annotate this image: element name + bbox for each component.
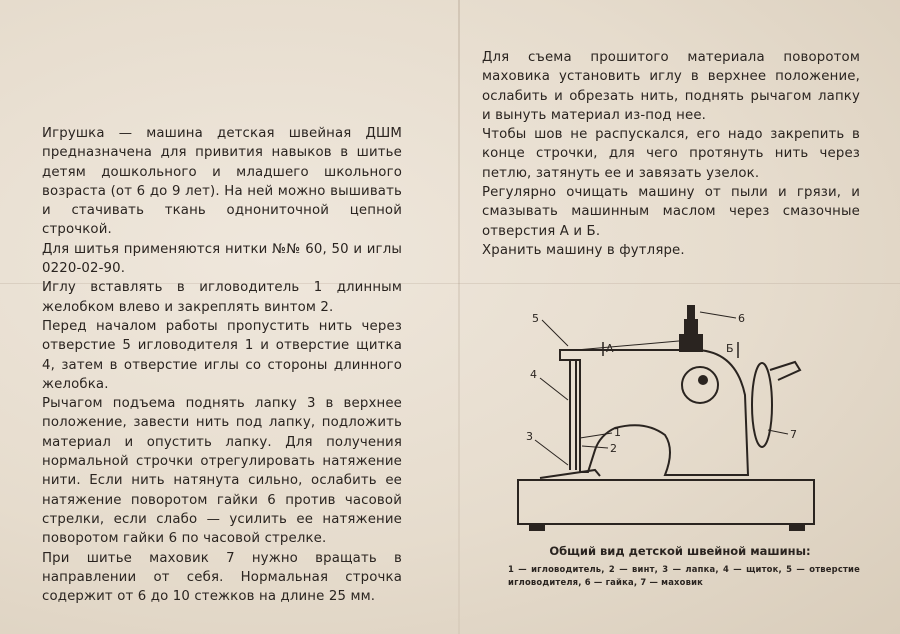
- machine-base: [518, 480, 814, 524]
- label-6: 6: [738, 312, 745, 325]
- handwheel: [752, 363, 772, 447]
- paragraph: При шитье маховик 7 нужно вращать в направлении от себя. Нормальная строчка содержит от 6 до 10 стежков на длине 25 мм.: [42, 550, 402, 605]
- diagram-legend: 1 — игловодитель, 2 — винт, 3 — лапка, 4 — щиток, 5 — отверстие игловодителя, 6 — гайка, 7 — маховик: [508, 564, 860, 587]
- label-3: 3: [526, 430, 533, 443]
- paragraph: Хранить машину в футляре.: [482, 242, 685, 258]
- paragraph: Иглу вставлять в игловодитель 1 длинным желобком влево и закреплять винтом 2.: [42, 280, 402, 315]
- paragraph: Для шитья применяются нитки №№ 60, 50 и иглы 0220-02-90.: [42, 241, 402, 277]
- paragraph: Регулярно очищать машину от пыли и грязи, и смазывать машинным маслом через смазочные отверстия А и Б.: [482, 185, 860, 239]
- label-7: 7: [790, 428, 797, 441]
- paragraph: Перед началом работы пропустить нить через отверстие 5 игловодителя 1 и отверстие щитка 4, затем в отверстие иглы со стороны длинного желобка.: [42, 318, 402, 392]
- paragraph: Чтобы шов не распускался, его надо закрепить в конце строчки, для чего протянуть нить через петлю, затянуть ее и завязать узелок.: [482, 127, 860, 181]
- diagram-caption: Общий вид детской швейной машины:: [549, 544, 811, 558]
- page-fold: [458, 0, 460, 634]
- label-2: 2: [610, 442, 617, 455]
- label-1: 1: [614, 426, 621, 439]
- label-4: 4: [530, 368, 537, 381]
- machine-arm: [560, 350, 748, 475]
- label-a: А: [606, 342, 614, 355]
- paragraph: Игрушка — машина детская швейная ДШМ предназначена для привития навыков в шитье детям дошкольного и младшего школьного возраста (от 6 до 9 лет). На ней можно вышивать и стачивать ткань однониточной цепной строчкой.: [42, 126, 402, 238]
- paragraph: Для съема прошитого материала поворотом маховика установить иглу в верхнее положение, ослабить и обрезать нить, поднять рычагом лапку и вынуть материал из-под нее.: [482, 50, 860, 123]
- left-text-column: [42, 124, 402, 606]
- label-b: Б: [726, 342, 734, 355]
- paragraph: Рычагом подъема поднять лапку 3 в верхнее положение, завести нить под лапку, подложить материал и опустить лапку. Для получения нормальной строчки отрегулировать натяжение нити. Если нить натянута сильно, ослабить ее натяжение поворотом гайки 6 против часовой стрелки, если слабо — усилить ее натяжение поворотом гайки 6 по часовой стрелке.: [42, 396, 402, 547]
- right-text-column: [482, 48, 860, 260]
- handwheel-hub: [682, 367, 718, 403]
- label-5: 5: [532, 312, 539, 325]
- sewing-machine-diagram: [500, 300, 840, 540]
